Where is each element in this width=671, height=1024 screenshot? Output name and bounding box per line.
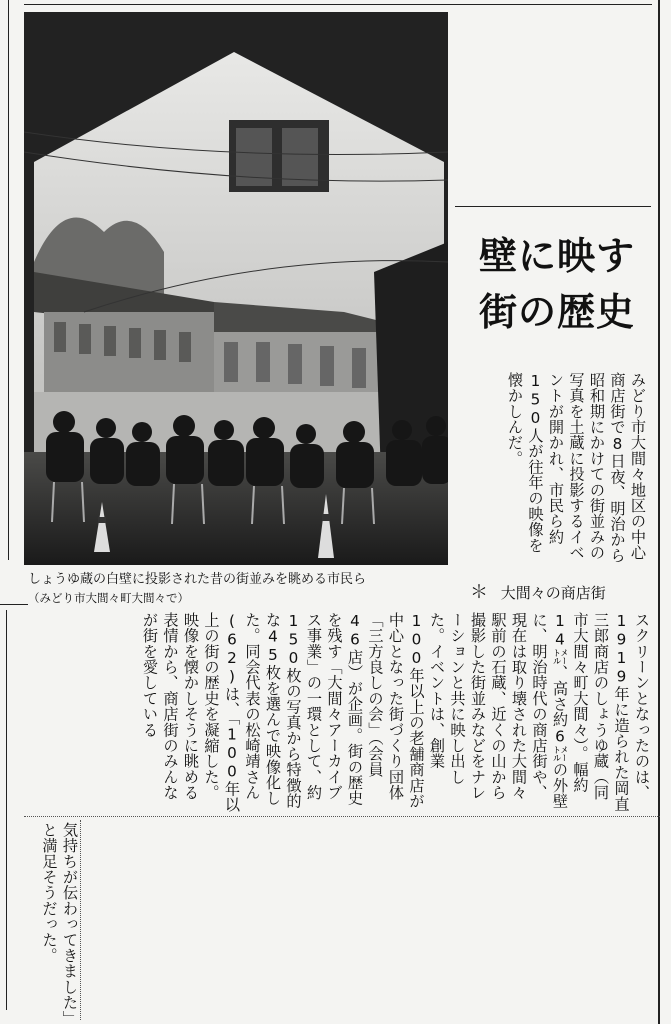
top-rule — [24, 4, 652, 5]
headline — [462, 228, 652, 340]
body-text-lower: 気持ちが伝わってきました」と満足そうだった。 — [40, 822, 79, 1019]
section-rule — [0, 604, 28, 605]
caption-credit: （みどり市大間々町大間々で） — [28, 591, 189, 605]
headline-top-rule — [455, 206, 651, 207]
byline-text: 大間々の商店街 — [500, 584, 606, 602]
news-photo — [24, 12, 448, 565]
asterisk-icon: ＊ — [470, 582, 488, 603]
body-text-upper: スクリーンとなったのは、1919年に造られた岡直三郎商店のしょうゆ蔵（同市大間々町大間々）。幅約14㍍、高さ約6㍍の外壁に、明治時代の商店街や、現在は取り壊された大間々駅前の石蔵、近くの山から撮影した街並みなどをナレーションと共に映し出した。イベントは、創業100年以上の老舗商店が中心となった街づくり団体「三方良しの会」（会員46店）が企画。街の歴史を残す「大間々アーカイブス事業」の一環として、約150枚の写真から特徴的な45枚を選んで映像化した。同会代表の松崎靖さん(62)は、「100年以上の街の歴史を凝縮した。映像を懐かしそうに眺める表情から、商店街のみんなが街を愛している — [141, 612, 651, 813]
lead-paragraph: みどり市大間々地区の中心商店街で8日夜、明治から昭和期にかけての街並みの写真を土蔵に投影するイベントが開かれ、市民ら約150人が往年の映像を懐かしんだ。 — [506, 372, 647, 564]
headline-line-1: 壁に映す — [478, 234, 635, 278]
caption-main: しょうゆ蔵の白壁に投影された昔の街並みを眺める市民ら — [28, 572, 367, 587]
body-divider — [24, 816, 660, 817]
photo-left-rule — [8, 0, 9, 560]
section-byline — [470, 578, 606, 604]
column-divider — [80, 820, 81, 1020]
right-rule — [658, 0, 660, 1024]
photo-caption — [28, 570, 458, 608]
left-edge-rule — [6, 610, 7, 1010]
headline-line-2: 街の歴史 — [478, 290, 635, 334]
